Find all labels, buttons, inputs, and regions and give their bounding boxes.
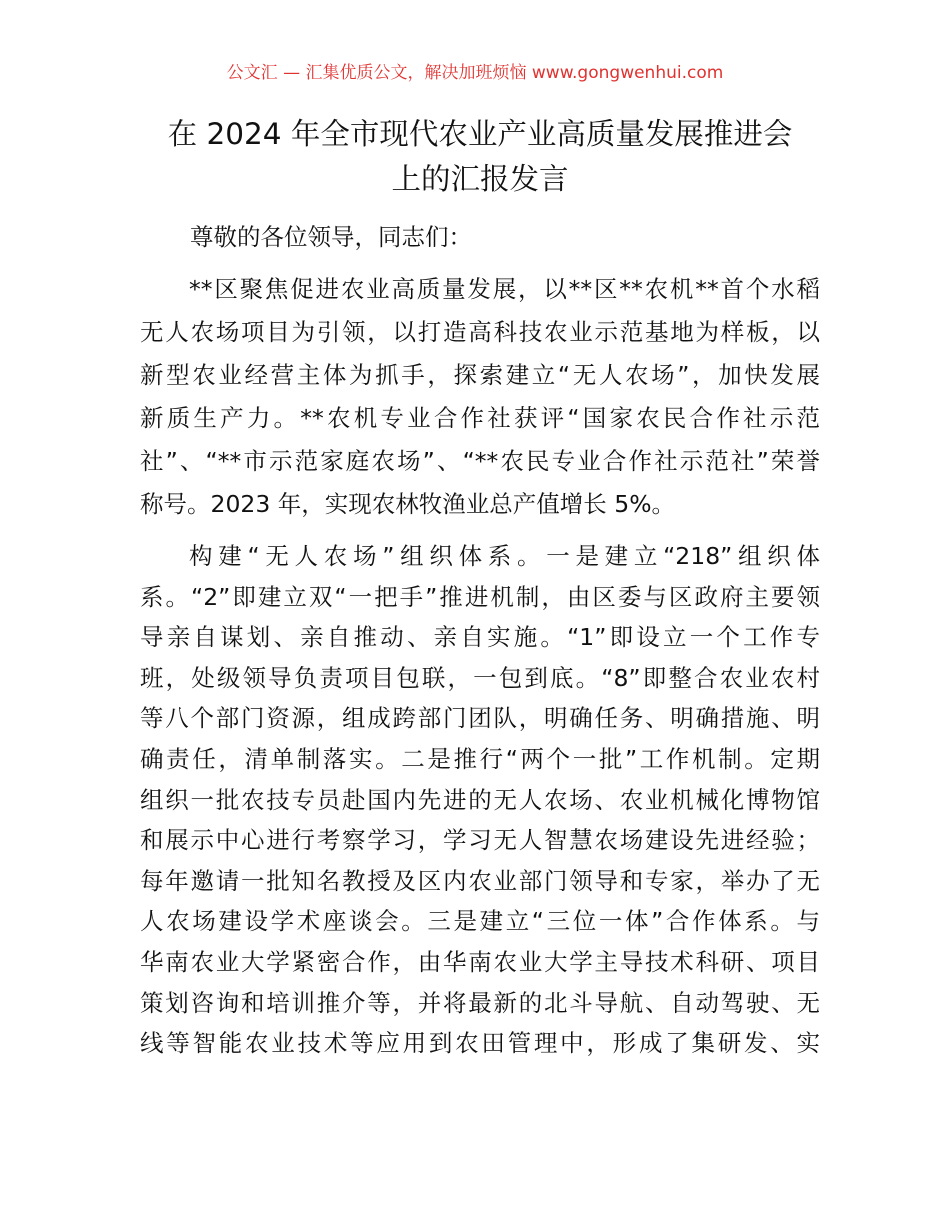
paragraph-2	[140, 536, 820, 1064]
text-line: 等八个部门资源，组成跨部门团队，明确任务、明确措施、明	[140, 704, 820, 733]
text-line: 导亲自谋划、亲自推动、亲自实施。“1”即设立一个工作专	[140, 623, 820, 652]
text-line: 称号。2023 年，实现农林牧渔业总产值增长 5%。	[140, 490, 676, 518]
text-line: 线等智能农业技术等应用到农田管理中，形成了集研发、实	[140, 1029, 820, 1058]
text-line: 人农场建设学术座谈会。三是建立“三位一体”合作体系。与	[140, 907, 820, 936]
paragraph-1	[140, 268, 820, 526]
text-line: 新型农业经营主体为抓手，探索建立“无人农场”，加快发展	[140, 361, 820, 389]
text-line: 无人农场项目为引领，以打造高科技农业示范基地为样板，以	[140, 318, 820, 346]
title-line-1: 在 2024 年全市现代农业产业高质量发展推进会	[167, 117, 793, 151]
document-title	[140, 112, 820, 202]
text-line: 和展示中心进行考察学习，学习无人智慧农场建设先进经验；	[140, 826, 820, 855]
text-line: **区聚焦促进农业高质量发展，以**区**农机**首个水稻	[189, 275, 820, 303]
title-line-2: 上的汇报发言	[391, 162, 569, 196]
text-line: 华南农业大学紧密合作，由华南农业大学主导技术科研、项目	[140, 947, 820, 976]
text-line: 系。“2”即建立双“一把手”推进机制，由区委与区政府主要领	[140, 582, 820, 611]
text-line: 确责任，清单制落实。二是推行“两个一批”工作机制。定期	[140, 744, 820, 773]
site-banner: 公文汇 — 汇集优质公文，解决加班烦恼 www.gongwenhui.com	[226, 63, 724, 83]
text-line: 每年邀请一批知名教授及区内农业部门领导和专家，举办了无	[140, 866, 820, 895]
text-line: 组织一批农技专员赴国内先进的无人农场、农业机械化博物馆	[140, 785, 820, 814]
greeting: 尊敬的各位领导，同志们：	[190, 223, 472, 251]
text-line: 社”、“**市示范家庭农场”、“**农民专业合作社示范社”荣誉	[140, 447, 820, 475]
text-line: 策划咨询和培训推介等，并将最新的北斗导航、自动驾驶、无	[140, 988, 820, 1017]
text-line: 构建“无人农场”组织体系。一是建立“218”组织体	[189, 542, 820, 570]
text-line: 新质生产力。**农机专业合作社获评“国家农民合作社示范	[140, 404, 820, 432]
text-line: 班，处级领导负责项目包联，一包到底。“8”即整合农业农村	[140, 663, 820, 692]
